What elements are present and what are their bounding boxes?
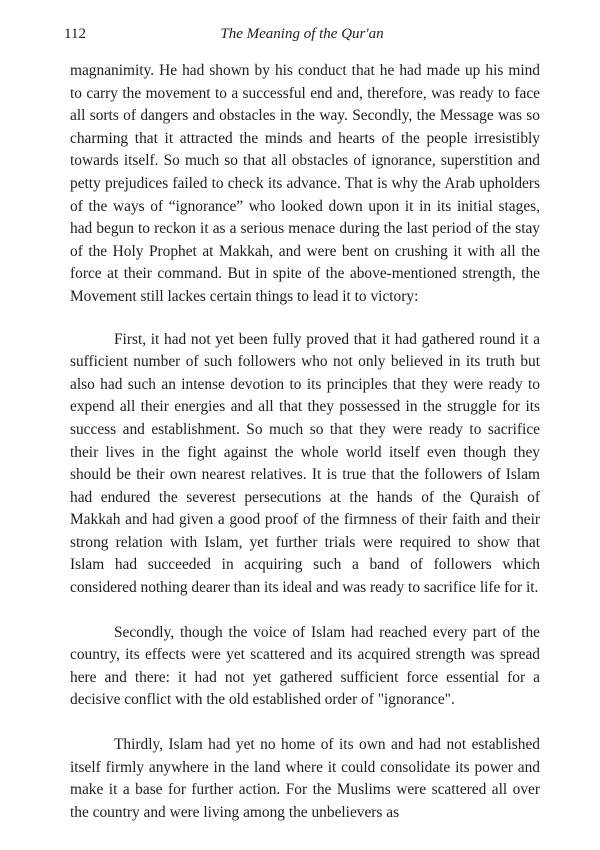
running-title: The Meaning of the Qur'an xyxy=(220,26,384,42)
page-header xyxy=(64,26,540,48)
paragraph: Secondly, though the voice of Islam had reached every part of the country, its effects were yet scattered and its acquired strength was spread here and there: it had not yet gathered sufficient force essential for a decisive conflict with the old established order of "ignorance". xyxy=(70,623,540,709)
paragraph: magnanimity. He had shown by his conduct that he had made up his mind to carry the movement to a successful end and, therefore, was ready to face all sorts of dangers and obstacles in the way. Secondly, the Message was so charming that it attracted the minds and hearts of the people irresistibly towards itself. So much so that all obstacles of ignorance, superstition and petty prejudices failed to check its advance. That is why the Arab upholders of the ways of “ignorance” who looked down upon it in its initial stages, had begun to reckon it as a serious menace during the last period of the stay of the Holy Prophet at Makkah, and were bent on crushing it with all the force at their command. But in spite of the above-mentioned strength, the Movement still lackes certain things to lead it to victory: xyxy=(70,62,540,305)
paragraph: First, it had not yet been fully proved that it had gathered round it a sufficient number of such followers who not only believed in its truth but also had such an intense devotion to its principles that they were ready to expend all their energies and all that they possessed in the struggle for its success and establishment. So much so that they were ready to sacrifice their lives in the fight against the whole world itself even though they should be their own nearest relatives. It is true that the followers of Islam had endured the severest persecutions at the hands of the Quraish of Makkah and had given a good proof of the firmness of their faith and their strong relation with Islam, yet further trials were required to show that Islam had succeeded in acquiring such a band of followers which considered nothing dearer than its ideal and was ready to sacrifice life for it. xyxy=(70,330,540,597)
page-number: 112 xyxy=(64,26,86,42)
body-text xyxy=(70,60,540,824)
paragraph: Thirdly, Islam had yet no home of its own and had not established itself firmly anywhere in the land where it could consolidate its power and make it a base for further action. For the Muslims were scattered all over the country and were living among the unbelievers as xyxy=(70,736,540,821)
